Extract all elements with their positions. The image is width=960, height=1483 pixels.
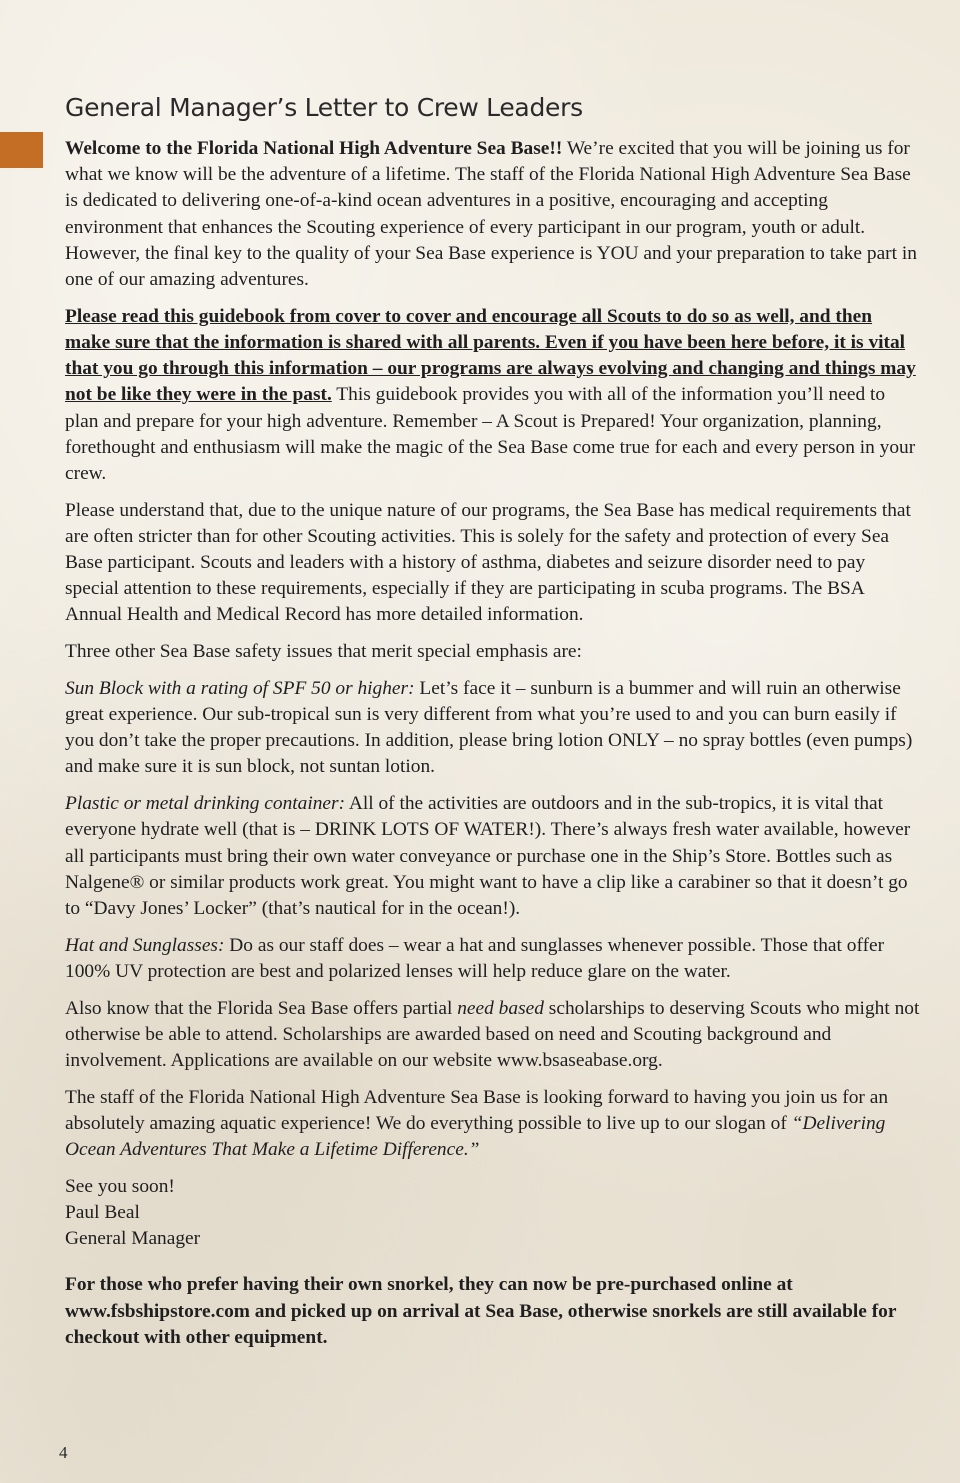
hat-text: Do as our staff does – wear a hat and sunglasses whenever possible. Those that offer 100% UV protection are best and polarized lenses will help reduce glare on the water. — [65, 934, 885, 982]
signature-block — [65, 1174, 920, 1253]
sunblock-paragraph — [65, 676, 920, 781]
hat-lead: Hat and Sunglasses: — [65, 934, 225, 956]
guidebook-paragraph — [65, 304, 920, 487]
guidebook-text: This guidebook provides you with all of the information you’ll need to plan and prepare for your high adventure. Remember – A Scout is Prepared! Your organization, planning, forethought and enthusiasm will make the magic of the Sea Base come true for each and every person in your crew. — [65, 384, 916, 484]
hat-paragraph — [65, 933, 920, 985]
signoff-line: See you soon! — [65, 1175, 175, 1197]
scholarship-emphasis: need based — [457, 997, 544, 1019]
signer-name: Paul Beal — [65, 1202, 140, 1224]
guidebook-emphasis: Please read this guidebook from cover to cover and encourage all Scouts to do so as well, and then make sure that the information is shared with all parents. Even if you have been here before, it is vital that you go through this information – our programs are always evolving and changing and things may not be like they were in the past. — [65, 305, 916, 406]
safety-intro-paragraph: Three other Sea Base safety issues that merit special emphasis are: — [65, 641, 582, 663]
signer-title: General Manager — [65, 1228, 201, 1250]
page-number: 4 — [59, 1443, 68, 1462]
container-paragraph — [65, 791, 920, 922]
scholarship-text-after: scholarships to deserving Scouts who might not otherwise be able to attend. Scholarships are awarded based on need and Scouting background and involvement. Applications are available on our website www.bsaseabase.org. — [65, 997, 920, 1071]
intro-text: We’re excited that you will be joining us for what we know will be the adventure of a lifetime. The staff of the Florida National High Adventure Sea Base is dedicated to delivering one-of-a-kind ocean adventures in a positive, encouraging and accepting environment that enhances the Scouting experience of every participant in our program, youth or adult. However, the final key to the quality of your Sea Base experience is YOU and your preparation to take part in one of our amazing adventures. — [65, 138, 917, 291]
intro-paragraph — [65, 136, 920, 293]
container-lead: Plastic or metal drinking container: — [65, 793, 346, 815]
scholarship-text-before: Also know that the Florida Sea Base offers partial — [65, 997, 453, 1019]
sunblock-lead: Sun Block with a rating of SPF 50 or higher: — [65, 677, 415, 699]
scholarship-paragraph — [65, 996, 920, 1075]
intro-lead: Welcome to the Florida National High Adventure Sea Base!! — [65, 138, 563, 159]
accent-tab — [0, 132, 43, 168]
closing-text: The staff of the Florida National High Adventure Sea Base is looking forward to having you join us for an absolutely amazing aquatic experience! We do everything possible to live up to our slogan of — [65, 1086, 889, 1134]
sunblock-text: Let’s face it – sunburn is a bummer and will ruin an otherwise great experience. Our sub-tropical sun is very different from what you’re used to and you can burn easily if you don’t take the proper precautions. In addition, please bring lotion ONLY – no spray bottles (even pumps) and make sure it is sun block, not suntan lotion. — [65, 677, 913, 778]
container-text: All of the activities are outdoors and in the sub-tropics, it is vital that everyone hydrate well (that is – DRINK LOTS OF WATER!). There’s always fresh water available, however all participants must bring their own water conveyance or purchase one in the Ship’s Store. Bottles such as Nalgene® or similar products work great. You might want to have a clip like a carabiner so that it doesn’t go to “Davy Jones’ Locker” (that’s nautical for in the ocean!). — [65, 793, 911, 919]
slogan: “Delivering Ocean Adventures That Make a Lifetime Difference.” — [65, 1112, 886, 1161]
snorkel-note: For those who prefer having their own snorkel, they can now be pre-purchased online at www.fsbshipstore.com and picked up on arrival at Sea Base, otherwise snorkels are still available for checkout with other equipment. — [65, 1274, 897, 1348]
letter-body — [65, 136, 920, 1362]
closing-paragraph — [65, 1085, 920, 1164]
medical-paragraph: Please understand that, due to the unique nature of our programs, the Sea Base has medical requirements that are often stricter than for other Scouting activities. This is solely for the safety and protection of every Sea Base participant. Scouts and leaders with a history of asthma, diabetes and seizure disorder need to pay special attention to these requirements, especially if they are participating in scuba programs. The BSA Annual Health and Medical Record has more detailed information. — [65, 499, 911, 626]
page-title: General Manager’s Letter to Crew Leaders — [65, 93, 583, 122]
